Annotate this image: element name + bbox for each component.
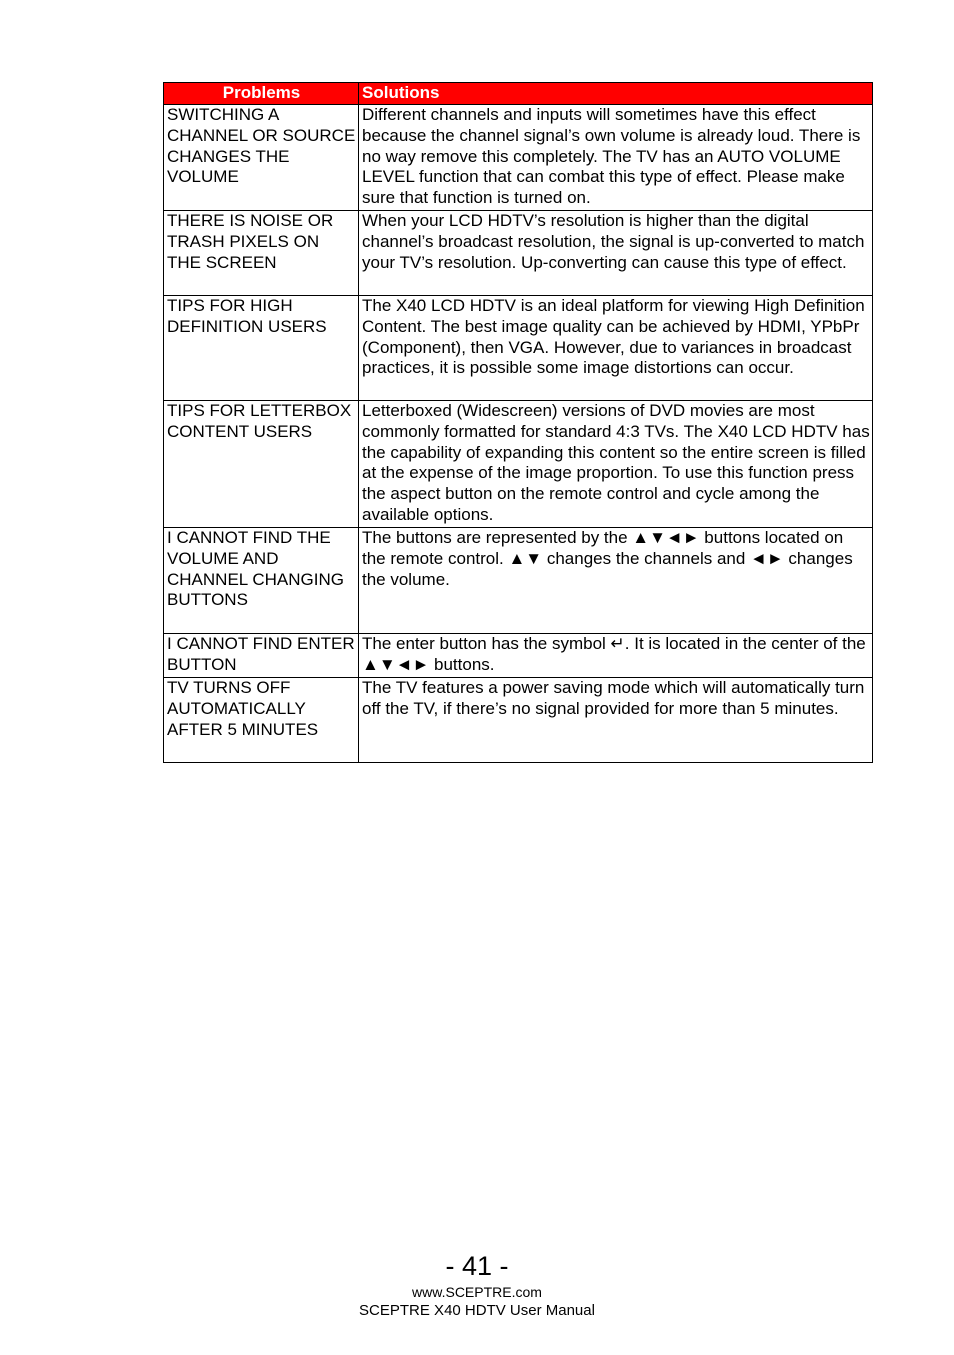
- manual-title: SCEPTRE X40 HDTV User Manual: [359, 1302, 595, 1319]
- solution-cell: The enter button has the symbol ↵. It is located in the center of the ▲▼◄► buttons.: [359, 634, 873, 678]
- table-row: [164, 401, 873, 528]
- solution-cell: The X40 LCD HDTV is an ideal platform for viewing High Definition Content. The best image quality can be achieved by HDMI, YPbPr (Component), then VGA. However, due to variances in broadcast practices, it is possible some image distortions can occur.: [359, 296, 873, 401]
- problem-cell: I CANNOT FIND THE VOLUME AND CHANNEL CHANGING BUTTONS: [164, 528, 359, 634]
- problem-cell: I CANNOT FIND ENTER BUTTON: [164, 634, 359, 678]
- page-number: - 41 -: [445, 1251, 509, 1281]
- table-row: [164, 296, 873, 401]
- troubleshooting-table: [163, 82, 873, 763]
- problem-cell: SWITCHING A CHANNEL OR SOURCE CHANGES THE VOLUME: [164, 105, 359, 211]
- table-header-row: [164, 83, 873, 105]
- problems-header: Problems: [164, 83, 359, 105]
- table-row: [164, 634, 873, 678]
- solutions-header: Solutions: [359, 83, 873, 105]
- table-row: [164, 678, 873, 763]
- solution-cell: The TV features a power saving mode which will automatically turn off the TV, if there’s no signal provided for more than 5 minutes.: [359, 678, 873, 763]
- solution-cell: The buttons are represented by the ▲▼◄► buttons located on the remote control. ▲▼ changes the channels and ◄► changes the volume.: [359, 528, 873, 634]
- problem-cell: TIPS FOR HIGH DEFINITION USERS: [164, 296, 359, 401]
- table-row: [164, 528, 873, 634]
- website-url: www.SCEPTRE.com: [412, 1284, 542, 1300]
- solution-cell: When your LCD HDTV’s resolution is higher than the digital channel’s broadcast resolution, the signal is up-converted to match your TV’s resolution. Up-converting can cause this type of effect.: [359, 211, 873, 296]
- table-row: [164, 105, 873, 211]
- solution-cell: Different channels and inputs will sometimes have this effect because the channel signal’s own volume is already loud. There is no way remove this completely. The TV has an AUTO VOLUME LEVEL function that can combat this type of effect. Please make sure that function is turned on.: [359, 105, 873, 211]
- solution-cell: Letterboxed (Widescreen) versions of DVD movies are most commonly formatted for standard 4:3 TVs. The X40 LCD HDTV has the capability of expanding this content so the entire screen is filled at the expense of the image proportion. To use this function press the aspect button on the remote control and cycle among the available options.: [359, 401, 873, 528]
- table-row: [164, 211, 873, 296]
- problem-cell: TIPS FOR LETTERBOX CONTENT USERS: [164, 401, 359, 528]
- problem-cell: TV TURNS OFF AUTOMATICALLY AFTER 5 MINUTES: [164, 678, 359, 763]
- problem-cell: THERE IS NOISE OR TRASH PIXELS ON THE SCREEN: [164, 211, 359, 296]
